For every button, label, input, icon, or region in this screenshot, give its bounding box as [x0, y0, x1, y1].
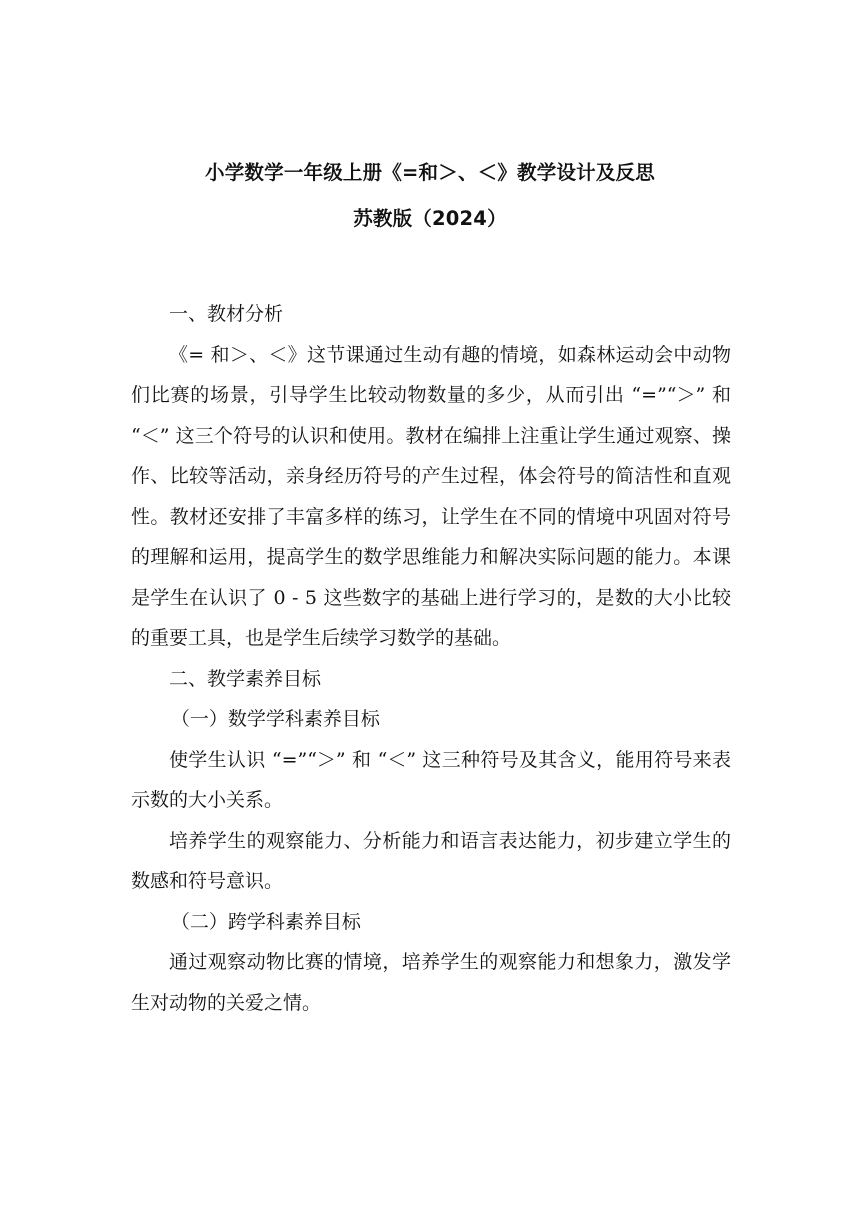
- paragraph-textbook-analysis: 《= 和＞、＜》这节课通过生动有趣的情境，如森林运动会中动物们比赛的场景，引导学生比较动物数量的多少，从而引出 “=”“＞” 和 “＜” 这三个符号的认识和使用。教材在编排上注重让学生通过观察、操作、比较等活动，亲身经历符号的产生过程，体会符号的简洁性和直观性。教材还安排了丰富多样的练习，让学生在不同的情境中巩固对符号的理解和运用，提高学生的数学思维能力和解决实际问题的能力。本课是学生在认识了 0 - 5 这些数字的基础上进行学习的，是数的大小比较的重要工具，也是学生后续学习数学的基础。: [131, 343, 731, 649]
- paragraph-math-goal-2: 培养学生的观察能力、分析能力和语言表达能力，初步建立学生的数感和符号意识。: [131, 829, 731, 892]
- section-heading-textbook-analysis: 一、教材分析: [169, 303, 284, 325]
- subheading-cross-discipline-goals: （二）跨学科素养目标: [170, 910, 361, 933]
- paragraph-math-goal-1: 使学生认识 “=”“＞” 和 “＜” 这三种符号及其含义，能用符号来表示数的大小关系。: [131, 748, 731, 811]
- document-title: 小学数学一年级上册《=和＞、＜》教学设计及反思: [205, 161, 655, 184]
- document-body: [131, 294, 731, 1023]
- section-heading-teaching-goals: 二、教学素养目标: [169, 667, 322, 690]
- document-subtitle: 苏教版（2024）: [353, 207, 507, 230]
- subheading-math-goals: （一）数学学科素养目标: [170, 708, 380, 730]
- paragraph-cross-discipline-goal: 通过观察动物比赛的情境，培养学生的观察能力和想象力，激发学生对动物的关爱之情。: [131, 951, 731, 1014]
